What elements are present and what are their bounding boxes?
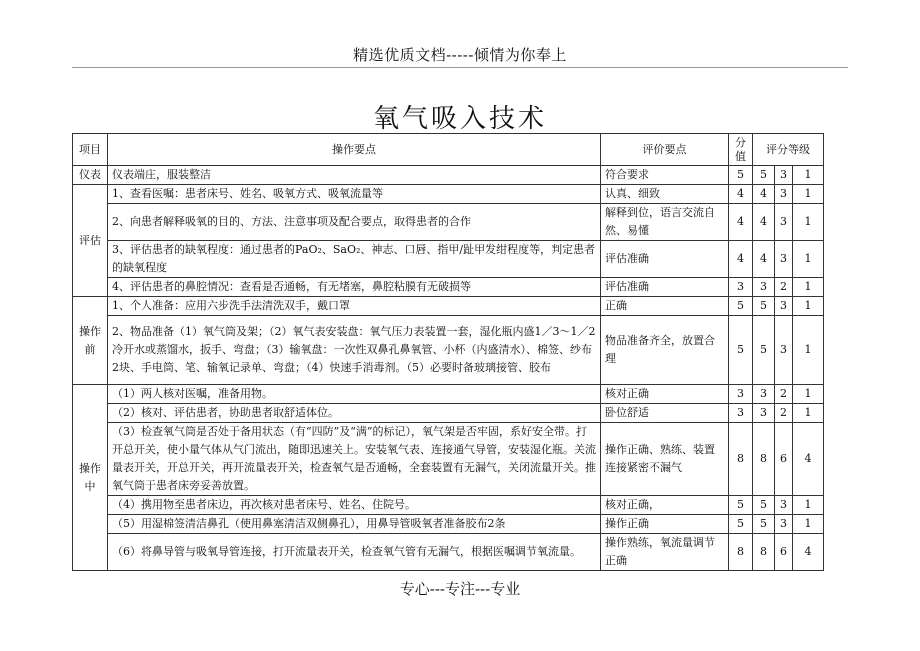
header-divider — [72, 67, 848, 68]
grade-cell: 1 — [793, 297, 824, 316]
grade-cell: 5 — [753, 166, 775, 185]
operation-cell: 2、物品准备（1）氧气筒及架；（2）氧气表安装盘：氧气压力表装置一套，湿化瓶内盛1／3～1／2冷开水或蒸馏水，扳手、弯盘；（3）输氧盘：一次性双鼻孔鼻氧管、小杯（内盛清水）、棉签、纱布2块、手电筒、笔、输氧记录单、弯盘；（4）快速手消毒剂。（5）必要时备玻璃接管、胶布 — [108, 316, 601, 385]
grade-cell: 5 — [753, 297, 775, 316]
evaluation-cell: 操作熟练，氧流量调节正确 — [601, 534, 729, 571]
grade-cell: 8 — [753, 534, 775, 571]
document-title: 氧气吸入技术 — [372, 104, 547, 134]
grade-cell: 3 — [775, 297, 793, 316]
score-cell: 4 — [729, 241, 753, 278]
section-cell: 操作前 — [73, 297, 108, 385]
operation-cell: （2）核对、评估患者，协助患者取舒适体位。 — [108, 404, 601, 423]
grade-cell: 1 — [793, 385, 824, 404]
grade-cell: 4 — [793, 423, 824, 496]
score-cell: 4 — [729, 185, 753, 204]
grade-cell: 5 — [753, 515, 775, 534]
grade-cell: 3 — [775, 241, 793, 278]
grade-cell: 2 — [775, 385, 793, 404]
grade-cell: 3 — [775, 166, 793, 185]
header-item: 项目 — [73, 134, 108, 166]
operation-cell: 2、向患者解释吸氧的目的、方法、注意事项及配合要点，取得患者的合作 — [108, 204, 601, 241]
grade-cell: 4 — [753, 204, 775, 241]
table-row — [73, 185, 824, 204]
grade-cell: 1 — [793, 316, 824, 385]
score-cell: 5 — [729, 515, 753, 534]
grade-cell: 6 — [775, 534, 793, 571]
grade-cell: 1 — [793, 185, 824, 204]
grade-cell: 4 — [753, 185, 775, 204]
evaluation-cell: 卧位舒适 — [601, 404, 729, 423]
header-evaluation: 评价要点 — [601, 134, 729, 166]
table-row — [73, 534, 824, 571]
evaluation-cell: 操作正确 — [601, 515, 729, 534]
table-header-row — [73, 134, 824, 166]
evaluation-cell: 评估准确 — [601, 241, 729, 278]
table-row — [73, 241, 824, 278]
table-body — [73, 166, 824, 571]
grade-cell: 4 — [753, 241, 775, 278]
score-cell: 8 — [729, 534, 753, 571]
grade-cell: 3 — [775, 515, 793, 534]
procedure-table — [72, 133, 824, 571]
header-grade: 评分等级 — [753, 134, 824, 166]
grade-cell: 4 — [793, 534, 824, 571]
table-row — [73, 166, 824, 185]
score-cell: 4 — [729, 204, 753, 241]
score-cell: 5 — [729, 496, 753, 515]
grade-cell: 8 — [753, 423, 775, 496]
evaluation-cell: 认真、细致 — [601, 185, 729, 204]
table-row — [73, 297, 824, 316]
score-cell: 5 — [729, 166, 753, 185]
grade-cell: 1 — [793, 166, 824, 185]
section-cell: 仪表 — [73, 166, 108, 185]
page-footer: 专心---专注---专业 — [399, 580, 521, 598]
page-header: 精选优质文档-----倾情为你奉上 — [353, 46, 567, 64]
evaluation-cell: 物品准备齐全，放置合理 — [601, 316, 729, 385]
table-row — [73, 496, 824, 515]
grade-cell: 2 — [775, 404, 793, 423]
grade-cell: 3 — [753, 404, 775, 423]
operation-cell: （5）用湿棉签清洁鼻孔（使用鼻塞清洁双侧鼻孔），用鼻导管吸氧者准备胶布2条 — [108, 515, 601, 534]
table-row — [73, 316, 824, 385]
operation-cell: 4、评估患者的鼻腔情况：查看是否通畅，有无堵塞，鼻腔粘膜有无破损等 — [108, 278, 601, 297]
grade-cell: 1 — [793, 241, 824, 278]
table-row — [73, 278, 824, 297]
operation-cell: 仪表端庄，服装整洁 — [108, 166, 601, 185]
score-cell: 3 — [729, 385, 753, 404]
score-cell: 3 — [729, 404, 753, 423]
operation-cell: （4）携用物至患者床边，再次核对患者床号、姓名、住院号。 — [108, 496, 601, 515]
operation-cell: 3、评估患者的缺氧程度：通过患者的PaO₂、SaO₂、神志、口唇、指甲/趾甲发绀程度等，判定患者的缺氧程度 — [108, 241, 601, 278]
score-cell: 8 — [729, 423, 753, 496]
evaluation-cell: 核对正确 — [601, 385, 729, 404]
evaluation-cell: 操作正确、熟练、装置连接紧密不漏气 — [601, 423, 729, 496]
score-cell: 3 — [729, 278, 753, 297]
grade-cell: 1 — [793, 496, 824, 515]
section-cell: 评估 — [73, 185, 108, 297]
grade-cell: 6 — [775, 423, 793, 496]
section-cell: 操作中 — [73, 385, 108, 571]
grade-cell: 3 — [775, 496, 793, 515]
table-row — [73, 515, 824, 534]
header-score: 分值 — [729, 134, 753, 166]
grade-cell: 2 — [775, 278, 793, 297]
grade-cell: 5 — [753, 316, 775, 385]
evaluation-cell: 正确 — [601, 297, 729, 316]
score-cell: 5 — [729, 316, 753, 385]
grade-cell: 1 — [793, 204, 824, 241]
operation-cell: （3）检查氧气筒是否处于备用状态（有“四防”及“满”的标记），氧气架是否牢固，系好安全带。打开总开关，使小量气体从气门流出，随即迅速关上。安装氧气表、连接通气导管，安装湿化瓶。关流量表开关，开总开关，再开流量表开关，检查氧气是否通畅，全套装置有无漏气，关闭流量开关。推氧气筒于患者床旁妥善放置。 — [108, 423, 601, 496]
grade-cell: 3 — [775, 185, 793, 204]
evaluation-cell: 评估准确 — [601, 278, 729, 297]
grade-cell: 3 — [753, 278, 775, 297]
grade-cell: 5 — [753, 496, 775, 515]
evaluation-cell: 核对正确， — [601, 496, 729, 515]
evaluation-cell: 符合要求 — [601, 166, 729, 185]
header-operation: 操作要点 — [108, 134, 601, 166]
evaluation-cell: 解释到位，语言交流自然、易懂 — [601, 204, 729, 241]
table-row — [73, 385, 824, 404]
operation-cell: （1）两人核对医嘱，准备用物。 — [108, 385, 601, 404]
operation-cell: 1、个人准备：应用六步洗手法清洗双手，戴口罩 — [108, 297, 601, 316]
grade-cell: 1 — [793, 515, 824, 534]
table-row — [73, 204, 824, 241]
table-row — [73, 404, 824, 423]
grade-cell: 1 — [793, 404, 824, 423]
grade-cell: 3 — [753, 385, 775, 404]
operation-cell: 1、查看医嘱：患者床号、姓名、吸氧方式、吸氧流量等 — [108, 185, 601, 204]
grade-cell: 1 — [793, 278, 824, 297]
grade-cell: 3 — [775, 316, 793, 385]
grade-cell: 3 — [775, 204, 793, 241]
score-cell: 5 — [729, 297, 753, 316]
operation-cell: （6）将鼻导管与吸氧导管连接，打开流量表开关，检查氧气管有无漏气，根据医嘱调节氧流量。 — [108, 534, 601, 571]
table-row — [73, 423, 824, 496]
